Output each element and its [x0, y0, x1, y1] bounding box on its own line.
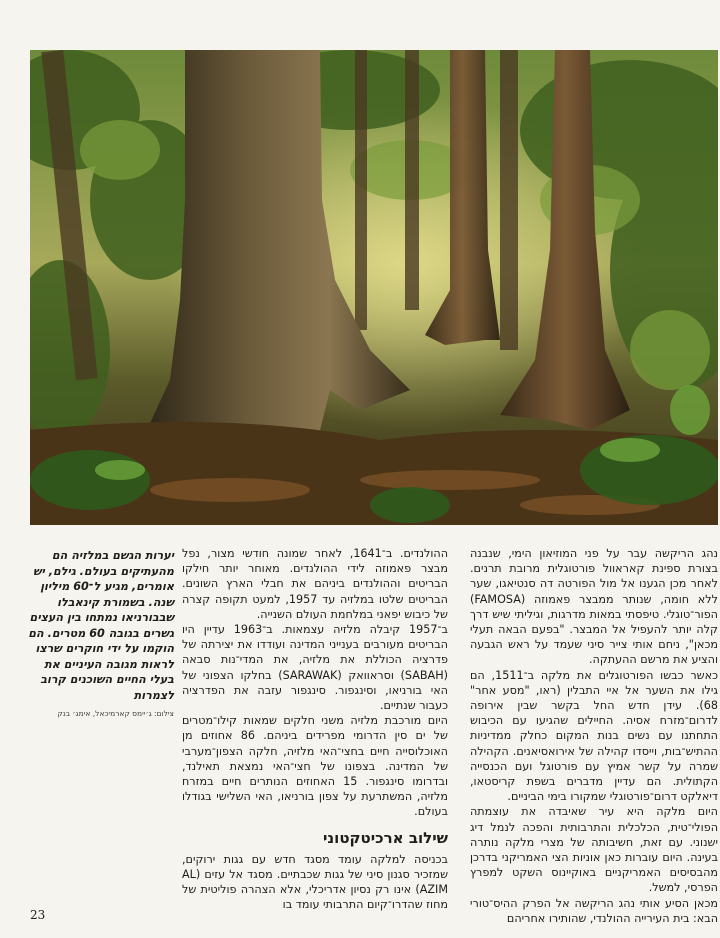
article-paragraph: בכניסה למלקה עומד מסגד חדש עם גגות ירוקים, שמזכיר סגנון סיני של גגות שכבתיים. מסגד אל עזים (AL AZIM) אינו רק נסיון אדריכלי, אלא הצהרה פוליטית של מחוז שהדרו־קיום התרבותי עומד בו	[182, 852, 448, 912]
article-paragraph: כאשר כבשו הפורטוגלים את מלקה ב־1511, הם גילו את השער אל איי התבלין (ראו, "מסע אחר" 68). עידן חדש החל בקשר שבין אירופה לדרום־מזרח אסיה. החיילים שהגיעו עם הכיבוש התחתנו עם נשים בנות המקום כחלק ממדיניות ההתיש־בות, וייסדו קהילה של אירואסיאנים. הקהילה שמרה על קשר אמיץ עם פורטוגל ועם הכנסייה הקתולית. הם עדיין מדברים בשפת קריסטאו, דיאלקט דרום־פורטוגלי שמקורו בימי הביניים.	[470, 668, 718, 804]
rainforest-photo	[30, 50, 718, 525]
photo-caption: יערות הגשם במלזיה הם מהעתיקים בעולם. גילם, יש אומרים, מגיע ל־60 מיליון שנה. בשמורת קינאבלו שבבורניאו נמתחו בין העצים גשרים בגובה 60 מטרים. הם הוקמו על ידי חוקרים שרצו לראות מגובה העיניים את בעלי החיים השוכנים קרוב לצמרות	[28, 549, 174, 702]
photo-caption-column	[28, 548, 174, 719]
article-paragraph: ההולנדים. ב־1641, לאחר שמונה חודשי מצור, נפל מבצר פאמוזה לידי ההולנדים. מאוחר יותר חילקו הבריטים וההולנדים ביניהם את חבלי הארץ השונים. הבריטים שלטו במלזיה עד 1957, למעט תקופה קצרה של כיבוש יפאני במלחמת העולם השנייה.	[182, 547, 449, 621]
article-column-right	[470, 546, 718, 926]
page-number: 23	[30, 908, 46, 922]
article-paragraph: נהג הריקשה עבר על פני המוזיאון הימי, שנבנה בצורת ספינת קאראוול פורטוגלית מרובת תרנים. לאחר מכן הגענו אל מול הפורטה דה סנטיאגו, שער ללא חומה, שנותר ממבצר פאמוזה (FAMOSA) הפור־טוגלי. טיפסתי במאות מדרגות, וגיליתי שיש דרך קלה יותר להעפיל אל המבצר. "בפעם הבאה תעלי מכאן", ניחם אותי צייר סיני שעמד על ראש הגבעה והציע את מרשם ההעתקה.	[470, 547, 718, 667]
photo-credit: צילום: ג׳יימס קארמיכאל, אימג׳ בנק	[57, 709, 174, 718]
section-heading: שילוב ארכיטקטוני	[322, 828, 448, 847]
article-paragraph: מכאן הסיע אותי נהג הריקשה אל הפרק ההיס־טורי הבא: בית העירייה ההולנדי, שהותירו אחריהם	[470, 896, 718, 925]
rainforest-illustration	[30, 50, 718, 525]
article-paragraph: היום מלקה היא עיר שאיבדה את עוצמתה הפולי־טית, הכלכלית והתרבותית והפכה לנמל דיג ישנוני. עם זאת, חשיבותה של מצרי מלקה נותרה בעינה. היום עוברות כאן אוניות הצי האמריקני בדרכן מהבסיסים האמריקניים באוקיינוס השקט למפרץ הפרסי, למשל.	[470, 805, 718, 895]
article-paragraph: ב־1957 קיבלה מלזיה עצמאות. ב־1963 עדיין היו הבריטים מעורבים בענייני המדינה ועודדו את יצירתה של פדרציה הכוללת את מלזיה, את המדי־נות סבאה (SABAH) וסראוואק (SARAWAK) בחלקו הצפוני של האי בורניאו, וסינגפור. סינגפור עזבה את הפדרציה כעבור שנתיים.	[182, 623, 448, 713]
article-column-middle	[182, 546, 448, 912]
article-paragraph: היום מורכבת מלזיה משני חלקים שמאות קילו־מטרים של ים סין הדרומי מפרידים ביניהם. 86 אחוזים מן האוכלוסייה חיים בחצי־האי מלזיה, חלקה הצפון־מערבי של המדינה. בצפונו של חצי־האי נמצאת תאילנד, ובדרומו סינגפור. 15 האחוזים הנותרים חיים במזרח מלזיה, המשתרעת על צפון בורניאו, האי השלישי בגודלו בעולם.	[182, 714, 448, 819]
